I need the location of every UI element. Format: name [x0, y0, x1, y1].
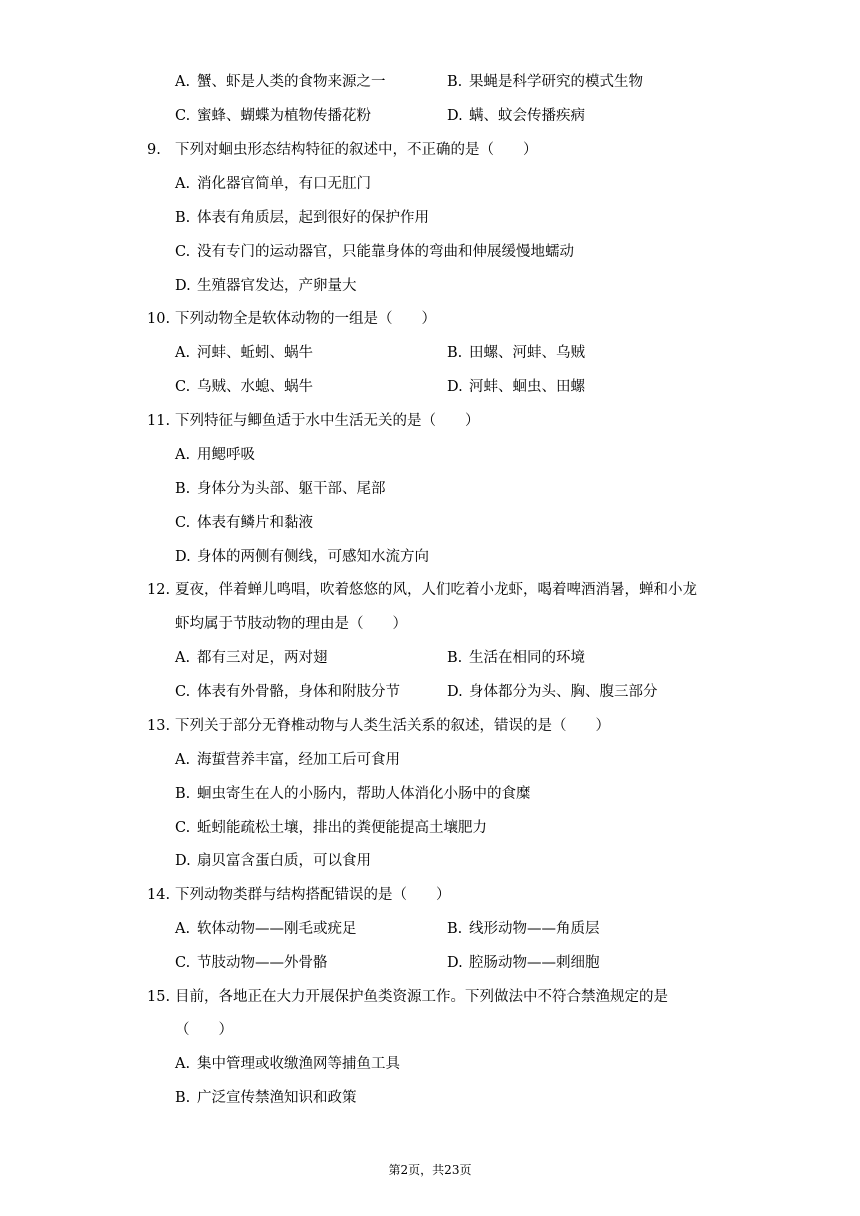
- q8-option-d: D. 螨、蚊会传播疾病: [447, 108, 585, 124]
- q9-option-c: C. 没有专门的运动器官，只能靠身体的弯曲和伸展缓慢地蠕动: [175, 244, 574, 260]
- q10-option-d: D. 河蚌、蛔虫、田螺: [447, 379, 585, 395]
- q11-option-b: B. 身体分为头部、躯干部、尾部: [175, 481, 386, 497]
- q15-option-a: A. 集中管理或收缴渔网等捕鱼工具: [175, 1056, 400, 1072]
- q14-option-a: A. 软体动物——刚毛或疣足: [175, 921, 357, 937]
- q10-option-c: C. 乌贼、水螅、蜗牛: [175, 379, 313, 395]
- q10-stem: 下列动物全是软体动物的一组是（ ）: [175, 311, 436, 327]
- q13-number: 13.: [147, 718, 171, 734]
- page-footer: 第2页，共23页: [388, 1163, 472, 1177]
- q11-option-a: A. 用鳃呼吸: [175, 447, 255, 463]
- q14-stem: 下列动物类群与结构搭配错误的是（ ）: [175, 887, 451, 903]
- q15-number: 15.: [147, 989, 171, 1005]
- q8-option-a: A. 蟹、虾是人类的食物来源之一: [175, 74, 386, 90]
- q12-stem-line2: 虾均属于节肢动物的理由是（ ）: [175, 616, 407, 632]
- q11-option-d: D. 身体的两侧有侧线，可感知水流方向: [175, 549, 429, 565]
- q12-option-b: B. 生活在相同的环境: [447, 650, 585, 666]
- q9-stem: 下列对蛔虫形态结构特征的叙述中，不正确的是（ ）: [175, 142, 538, 158]
- q14-option-d: D. 腔肠动物——刺细胞: [447, 955, 600, 971]
- q10-option-b: B. 田螺、河蚌、乌贼: [447, 345, 585, 361]
- q12-option-d: D. 身体都分为头、胸、腹三部分: [447, 684, 658, 700]
- q10-option-a: A. 河蚌、蚯蚓、蜗牛: [175, 345, 313, 361]
- q11-number: 11.: [147, 413, 171, 429]
- q8-option-c: C. 蜜蜂、蝴蝶为植物传播花粉: [175, 108, 371, 124]
- q14-option-b: B. 线形动物——角质层: [447, 921, 600, 937]
- q13-option-d: D. 扇贝富含蛋白质，可以食用: [175, 853, 371, 869]
- q13-option-b: B. 蛔虫寄生在人的小肠内，帮助人体消化小肠中的食糜: [175, 786, 531, 802]
- q13-stem: 下列关于部分无脊椎动物与人类生活关系的叙述，错误的是（ ）: [175, 718, 610, 734]
- q15-stem-line2: （ ）: [175, 1022, 233, 1038]
- q8-option-b: B. 果蝇是科学研究的模式生物: [447, 74, 643, 90]
- q9-option-a: A. 消化器官简单，有口无肛门: [175, 176, 371, 192]
- q13-option-c: C. 蚯蚓能疏松土壤，排出的粪便能提高土壤肥力: [175, 820, 487, 836]
- q11-option-c: C. 体表有鳞片和黏液: [175, 515, 313, 531]
- q10-number: 10.: [147, 311, 171, 327]
- q11-stem: 下列特征与鲫鱼适于水中生活无关的是（ ）: [175, 413, 480, 429]
- q9-number: 9.: [147, 142, 161, 158]
- q14-number: 14.: [147, 887, 171, 903]
- q9-option-d: D. 生殖器官发达，产卵量大: [175, 278, 357, 294]
- q9-option-b: B. 体表有角质层，起到很好的保护作用: [175, 210, 429, 226]
- q15-option-b: B. 广泛宣传禁渔知识和政策: [175, 1090, 357, 1106]
- q13-option-a: A. 海蜇营养丰富，经加工后可食用: [175, 752, 400, 768]
- q12-option-c: C. 体表有外骨骼，身体和附肢分节: [175, 684, 400, 700]
- q12-number: 12.: [147, 582, 171, 598]
- q12-stem-line1: 夏夜，伴着蝉儿鸣唱，吹着悠悠的风，人们吃着小龙虾，喝着啤酒消暑，蝉和小龙: [175, 582, 697, 598]
- q14-option-c: C. 节肢动物——外骨骼: [175, 955, 328, 971]
- q15-stem-line1: 目前，各地正在大力开展保护鱼类资源工作。下列做法中不符合禁渔规定的是: [175, 989, 668, 1005]
- q12-option-a: A. 都有三对足，两对翅: [175, 650, 328, 666]
